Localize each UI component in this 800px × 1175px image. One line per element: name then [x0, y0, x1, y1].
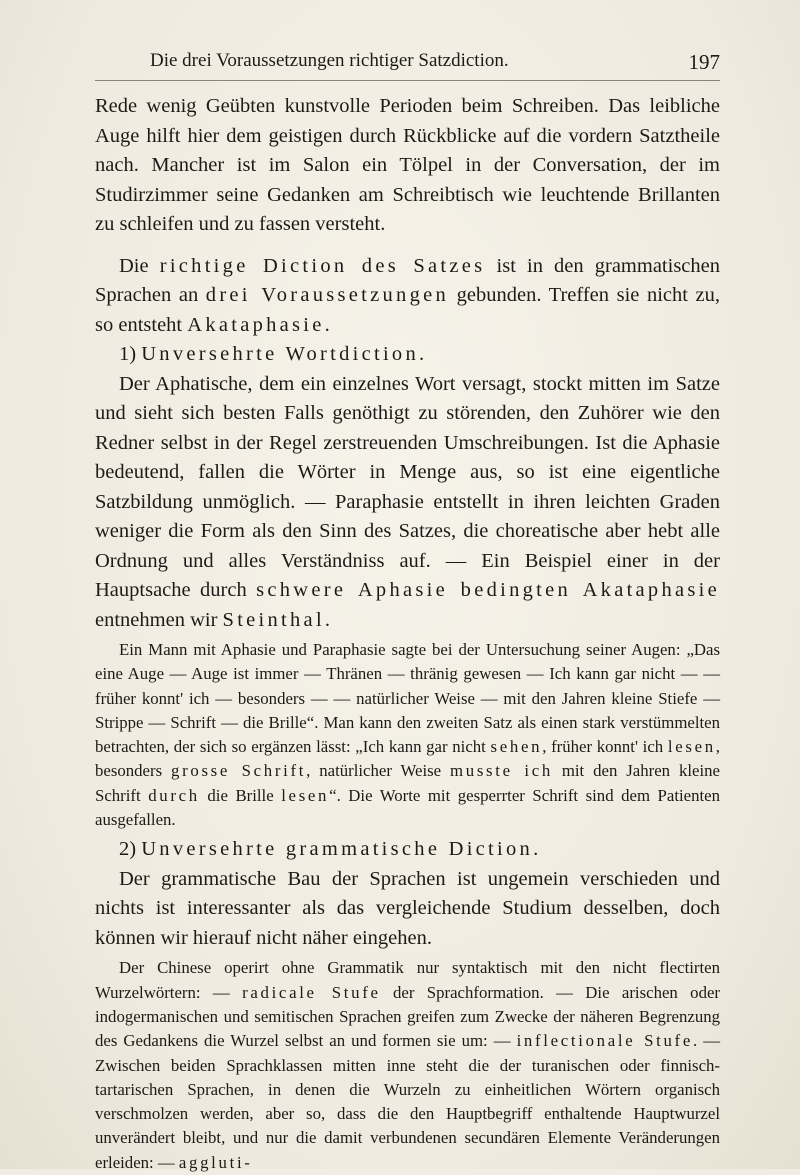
example-paragraph: [95, 638, 720, 832]
page-number: 197: [688, 50, 720, 74]
text: . — Zwischen beiden Sprachklassen mitten inne steht die der turanischen oder finnisch-tartarischen Sprachen, in denen die Wurzeln zu einheitlichen Wörtern organisch verschmolzen werden, aber so, dass die den Hauptbegriff enthaltende Hauptwurzel unverändert bleibt, und nur die damit verbundenen secundären Elemente Veränderungen erleiden: —: [95, 1031, 720, 1172]
text: ist in den grammatischen Sprachen an: [95, 254, 720, 306]
text: Die: [119, 254, 160, 277]
spaced-text: radicale Stufe: [242, 982, 381, 1002]
header-rule: [95, 80, 720, 81]
section-heading-1: [95, 340, 720, 370]
text: .: [324, 608, 331, 631]
heading-number: 2): [119, 838, 142, 861]
text: Der Chinese operirt ohne Grammatik nur syntaktisch mit den nicht flectirten Wurzelwörtern: —: [95, 958, 720, 1002]
languages-paragraph: [95, 956, 720, 1175]
paragraph-diction: [95, 252, 720, 341]
spaced-text: musste ich: [450, 761, 553, 781]
paragraph-grammar: Der grammatische Bau der Sprachen ist ungemein verschieden und nichts ist interessanter als das vergleichende Studium desselben, doch können wir hierauf nicht näher eingehen.: [95, 867, 720, 949]
text: mit den Jahren kleine Schrift: [95, 761, 720, 805]
spaced-text: Akataphasie: [187, 313, 325, 336]
spaced-text: drei Voraussetzungen: [205, 284, 450, 306]
text: , früher konnt' ich: [542, 737, 668, 757]
spaced-text: sehen: [490, 737, 543, 757]
spaced-text: richtige Diction des Satzes: [159, 254, 486, 277]
text: “. Die Worte mit gesperrter Schrift sind dem Patienten ausgefallen.: [95, 785, 720, 830]
running-title: Die drei Voraussetzungen richtiger Satzdiction.: [150, 50, 509, 71]
text: entnehmen wir: [95, 608, 223, 631]
heading-text: Unversehrte Wortdiction.: [141, 343, 428, 365]
spaced-text: grosse Schrift: [171, 761, 307, 781]
section-heading-2: [95, 835, 720, 865]
spaced-text: lesen: [281, 785, 330, 805]
spaced-text: schwere Aphasie bedingten Akataphasie: [256, 579, 720, 601]
paragraph-aphasia: [95, 370, 720, 636]
heading-text: Unversehrte grammatische Diction.: [141, 838, 542, 861]
text: Ein Mann mit Aphasie und Paraphasie sagte bei der Untersuchung seiner Augen: „Das eine Auge — Auge ist immer — Thränen — thränig gewesen — Ich kann gar nicht — — früher konnt' ich — besonders — — natürlicher Weise — mit den Jahren kleine Stiefe — Strippe — Schrift — die Brille“. Man kann den zweiten Satz als einen stark verstümmelten betrachten, der sich so ergänzen lässt: „Ich kann gar nicht: [95, 640, 720, 757]
paragraph-continuation: Rede wenig Geübten kunstvolle Perioden beim Schreiben. Das leibliche Auge hilft hier dem geistigen durch Rückblicke auf die vordern Satztheile nach. Mancher ist im Salon ein Tölpel in der Conversation, der im Studirzimmer seine Gedanken am Schreibtisch wie leuchtende Brillanten zu schleifen und zu fassen versteht.: [95, 95, 720, 235]
text: , besonders: [95, 737, 720, 781]
spaced-text: inflectionale Stufe: [516, 1031, 693, 1051]
text: , natürlicher Weise: [306, 761, 451, 781]
heading-number: 1): [119, 343, 142, 365]
text: der Sprachformation. — Die arischen oder indogermanischen und semitischen Sprachen greifen zum Zwecke der näheren Begrenzung des Gedankens die Wurzel selbst an und formen sie um: —: [95, 982, 720, 1051]
text: Der Aphatische, dem ein einzelnes Wort versagt, stockt mitten im Satze und sieht sich besten Falls genöthigt zu störenden, den Zuhörer wie den Redner selbst in der Regel zerstreuenden Umschreibungen. Ist die Aphasie bedeutend, fallen die Wörter in Menge aus, so ist eine eigentliche Satzbildung unmöglich. — Paraphasie entstellt in ihren leichten Graden weniger die Form als den Sinn des Satzes, die choreatische aber hebt alle Ordnung und alles Verständniss auf. — Ein Beispiel einer in der Hauptsache durch: [95, 372, 720, 601]
text: gebunden. Treffen sie nicht zu, so entsteht: [95, 284, 720, 336]
spaced-text: Steinthal: [222, 608, 325, 631]
body-text: [95, 92, 720, 1175]
spaced-text: durch: [148, 785, 200, 805]
spaced-text: lesen: [667, 737, 716, 757]
text: die Brille: [199, 785, 282, 805]
text: .: [324, 313, 330, 336]
spaced-text: aggluti-: [178, 1152, 253, 1172]
page-header: [95, 50, 720, 80]
